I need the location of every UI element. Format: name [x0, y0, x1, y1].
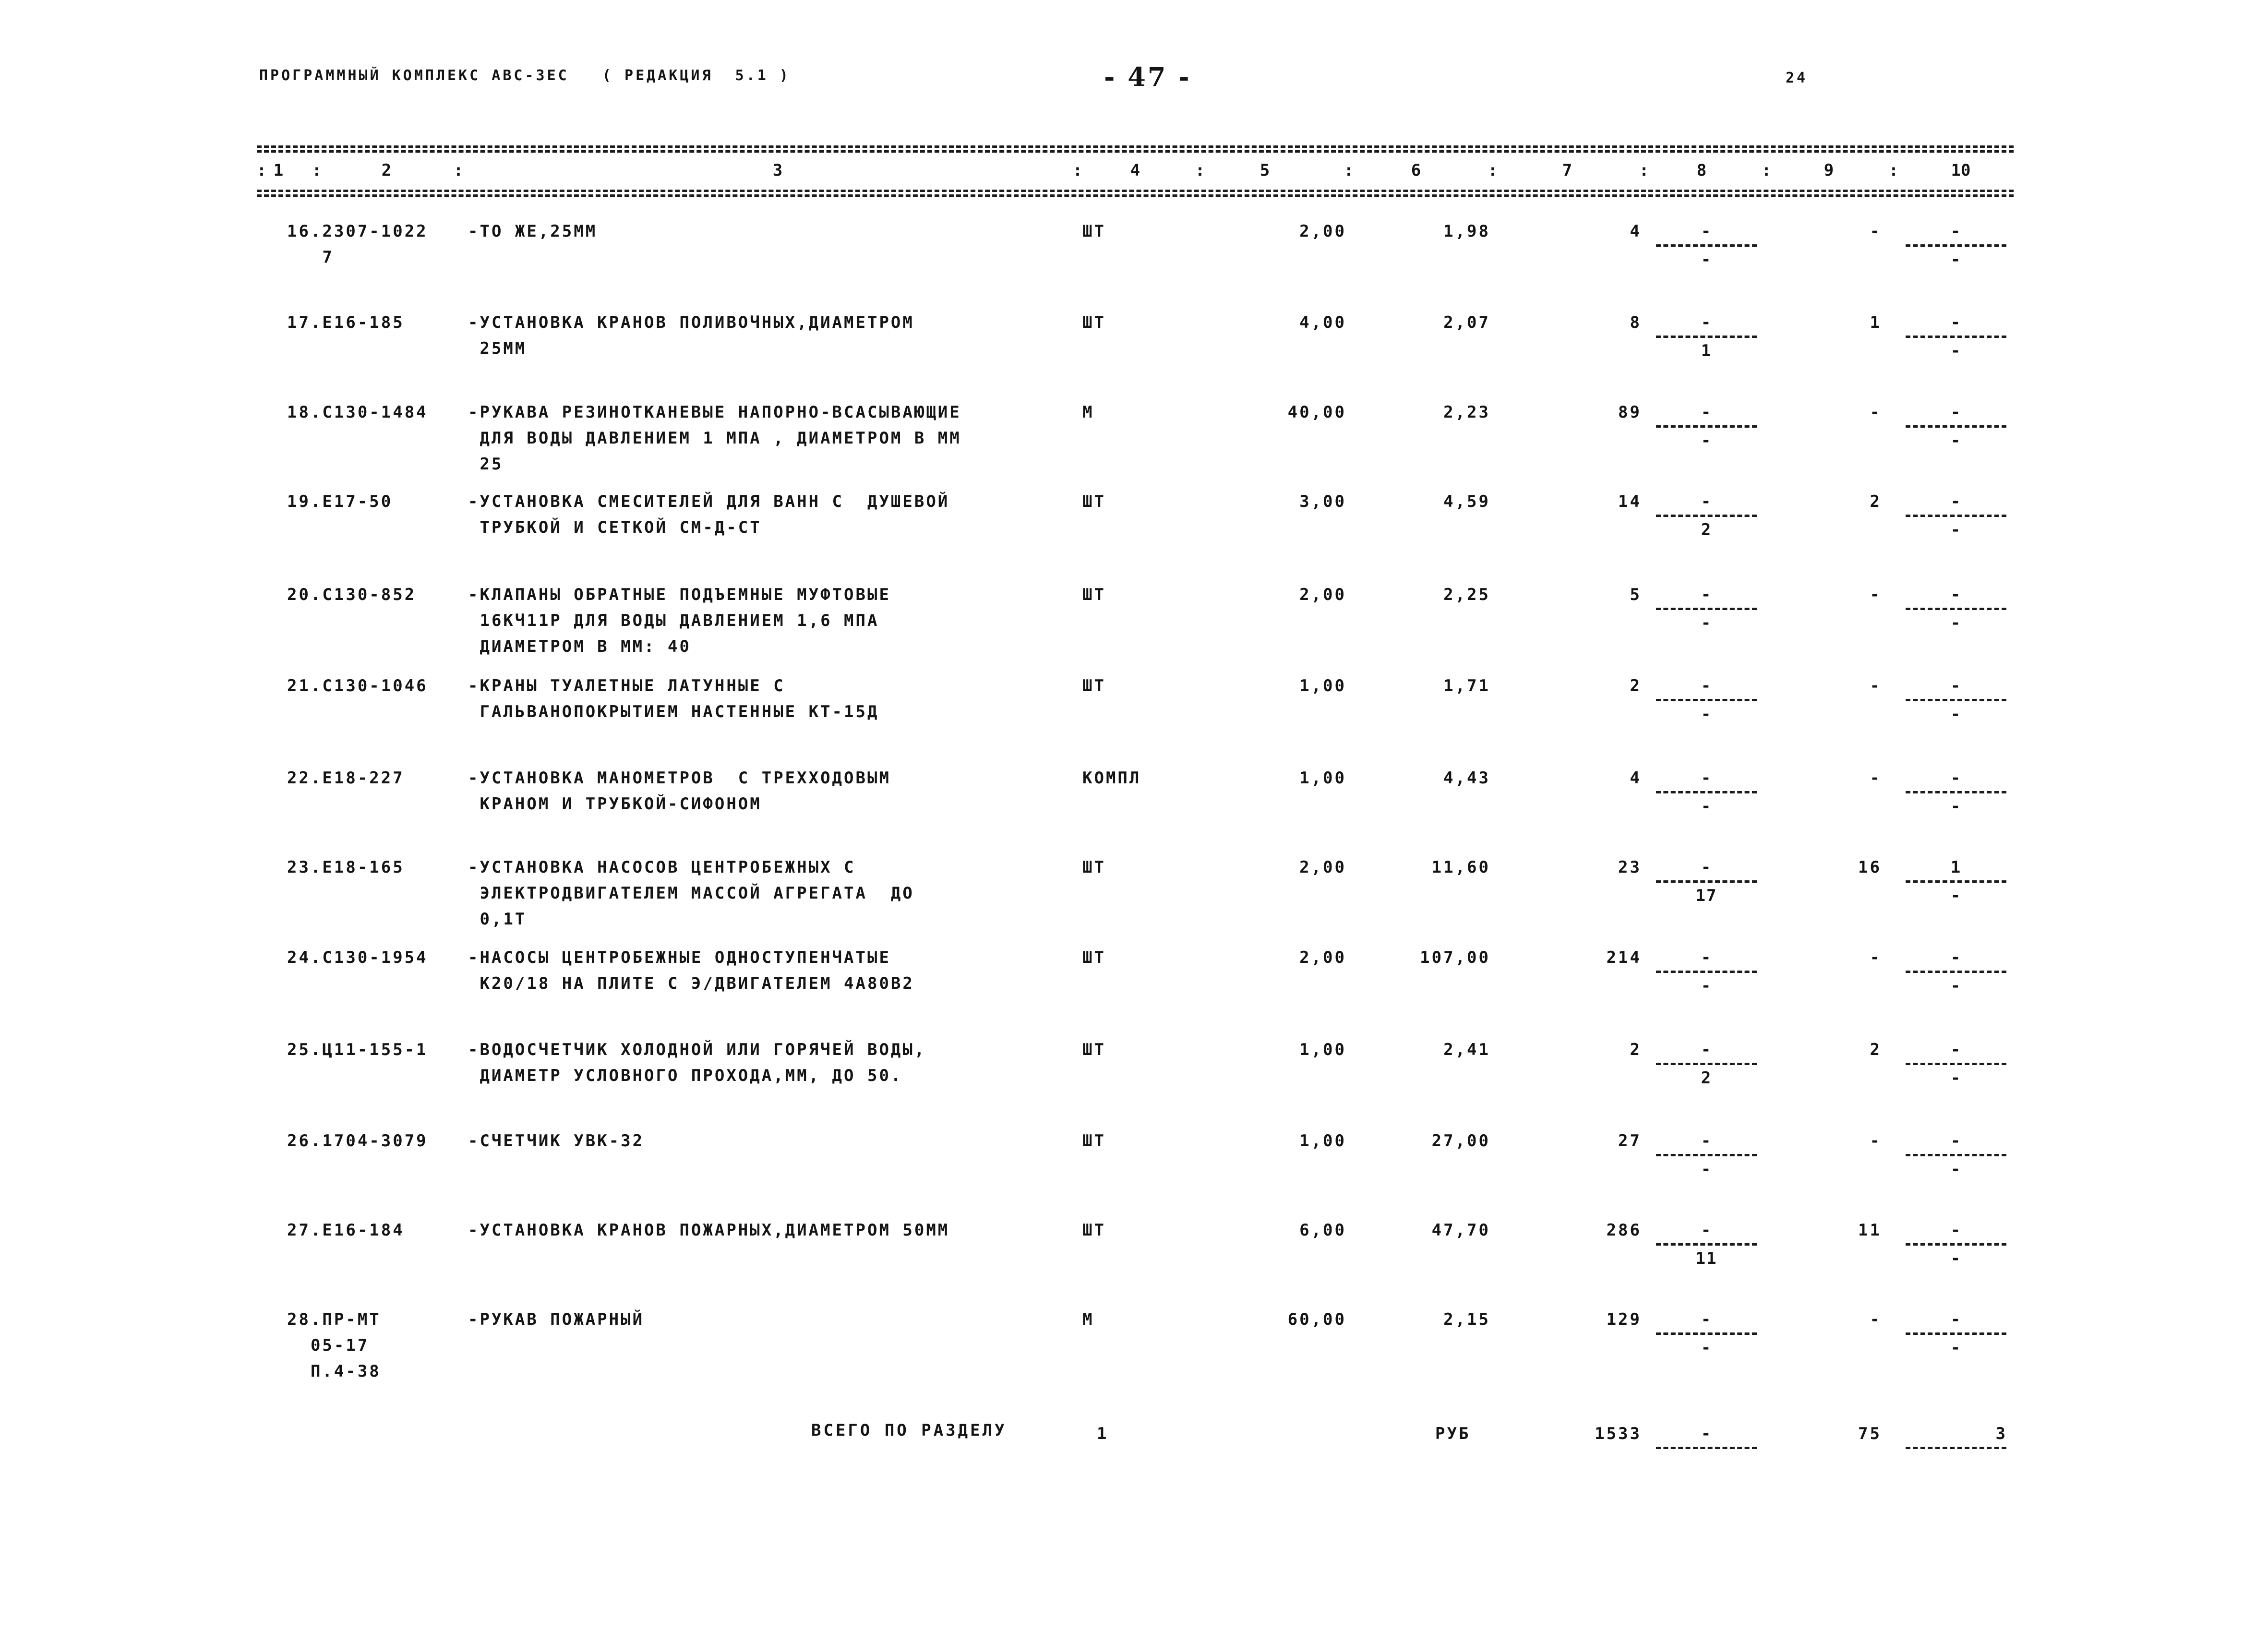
row-col8	[1651, 854, 1762, 909]
row-col8	[1651, 489, 1762, 543]
column-header: 2	[381, 161, 392, 180]
row-code: 22.Е18-227	[287, 768, 405, 788]
row-col9: -	[1870, 1131, 1882, 1151]
row-code: 24.С130-1954	[287, 948, 428, 967]
row-col10	[1901, 399, 2011, 454]
row-col8	[1651, 673, 1762, 727]
row-name: -УСТАНОВКА КРАНОВ ПОЖАРНЫХ,ДИАМЕТРОМ 50ММ	[468, 1221, 950, 1240]
row-col10-top: -	[1950, 222, 1962, 241]
row-col10-top: -	[1950, 492, 1962, 511]
column-header: 1	[273, 161, 284, 180]
row-col8	[1651, 218, 1762, 273]
row-col10-bottom: -	[1950, 520, 1962, 540]
column-header: 7	[1562, 161, 1572, 180]
row-unit: ШТ	[1082, 313, 1106, 332]
row-col10-bottom: -	[1950, 1338, 1962, 1357]
row-col10-bottom: -	[1950, 1068, 1962, 1088]
row-unit-price: 27,00	[1431, 1131, 1490, 1151]
table-top-rule	[257, 145, 2014, 148]
total-col8-value: -	[1701, 1424, 1712, 1443]
row-name: -УСТАНОВКА НАСОСОВ ЦЕНТРОБЕЖНЫХ С ЭЛЕКТРОДВИГАТЕЛЕМ МАССОЙ АГРЕГАТА ДО 0,1Т	[468, 858, 914, 929]
row-unit-price: 107,00	[1420, 948, 1490, 967]
row-code: 21.С130-1046	[287, 676, 428, 696]
row-code: 17.Е16-185	[287, 313, 405, 332]
row-unit: М	[1082, 403, 1094, 422]
row-col10-bottom: -	[1950, 886, 1962, 905]
row-col8-bottom: 11	[1695, 1249, 1717, 1268]
row-unit-price: 4,59	[1443, 492, 1490, 511]
row-col10	[1901, 945, 2011, 999]
row-unit: ШТ	[1082, 222, 1106, 241]
row-unit: М	[1082, 1310, 1094, 1329]
row-unit-price: 47,70	[1431, 1221, 1490, 1240]
row-name: -ВОДОСЧЕТЧИК ХОЛОДНОЙ ИЛИ ГОРЯЧЕЙ ВОДЫ, ДИАМЕТР УСЛОВНОГО ПРОХОДА,ММ, ДО 50.	[468, 1040, 926, 1085]
row-col10	[1901, 310, 2011, 364]
row-col10-bottom: -	[1950, 341, 1962, 360]
column-header: 6	[1411, 161, 1421, 180]
row-quantity: 40,00	[1287, 403, 1346, 422]
row-total-cost: 89	[1618, 403, 1642, 422]
row-col8-bottom: -	[1701, 613, 1712, 633]
row-unit: ШТ	[1082, 948, 1106, 967]
row-col9: 16	[1858, 858, 1882, 877]
row-col10	[1901, 1128, 2011, 1182]
row-col10-bottom: -	[1950, 797, 1962, 816]
table-header-rule	[257, 194, 2014, 197]
row-col9: -	[1870, 676, 1882, 696]
row-unit-price: 1,71	[1443, 676, 1490, 696]
row-total-cost: 2	[1630, 676, 1642, 696]
row-total-cost: 129	[1606, 1310, 1642, 1329]
row-col8-bottom: 17	[1695, 886, 1717, 905]
row-unit-price: 2,23	[1443, 403, 1490, 422]
row-col8-top: -	[1701, 492, 1712, 511]
row-name: -РУКАВА РЕЗИНОТКАНЕВЫЕ НАПОРНО-ВСАСЫВАЮЩИЕ ДЛЯ ВОДЫ ДАВЛЕНИЕМ 1 МПА , ДИАМЕТРОМ В ММ 25	[468, 403, 961, 474]
row-name: -СЧЕТЧИК УВК-32	[468, 1131, 645, 1151]
row-col10-top: -	[1950, 1131, 1962, 1151]
row-quantity: 2,00	[1299, 858, 1346, 877]
row-unit: КОМПЛ	[1082, 768, 1141, 788]
row-col10-bottom: -	[1950, 431, 1962, 450]
row-code: 25.Ц11-155-1	[287, 1040, 428, 1059]
row-unit: ШТ	[1082, 1221, 1106, 1240]
row-col8-bottom: 2	[1701, 1068, 1712, 1088]
row-col10-bottom: -	[1950, 1249, 1962, 1268]
total-col4: 1	[1097, 1424, 1109, 1443]
row-col10	[1901, 218, 2011, 273]
row-total-cost: 14	[1618, 492, 1642, 511]
row-col10-top: -	[1950, 1221, 1962, 1240]
row-col8	[1651, 1128, 1762, 1182]
row-col8-bottom: 2	[1701, 520, 1712, 540]
row-code: 23.Е18-165	[287, 858, 405, 877]
row-col8	[1651, 1307, 1762, 1361]
row-col10-top: -	[1950, 676, 1962, 696]
row-col10-top: -	[1950, 768, 1962, 788]
row-col8	[1651, 1217, 1762, 1272]
total-sum: 1533	[1595, 1424, 1642, 1443]
row-unit: ШТ	[1082, 1131, 1106, 1151]
row-col10-bottom: -	[1950, 976, 1962, 996]
row-col8-bottom: -	[1701, 1338, 1712, 1357]
row-col8	[1651, 310, 1762, 364]
row-total-cost: 214	[1606, 948, 1642, 967]
row-quantity: 2,00	[1299, 222, 1346, 241]
row-code: 16.2307-1022 7	[287, 222, 428, 267]
row-col10	[1901, 765, 2011, 819]
row-col8	[1651, 1037, 1762, 1091]
row-col8-bottom: -	[1701, 705, 1712, 724]
column-header-row: 1 2 3 4 5 6 7 8 9 10 : : : : : : : : : :	[256, 161, 1971, 180]
column-header: 8	[1696, 161, 1707, 180]
row-col9: 2	[1870, 1040, 1882, 1059]
row-code: 18.С130-1484	[287, 403, 428, 422]
total-col8	[1651, 1421, 1762, 1449]
row-total-cost: 8	[1630, 313, 1642, 332]
row-col10	[1901, 582, 2011, 636]
total-unit: РУБ	[1435, 1424, 1471, 1443]
total-label: ВСЕГО ПО РАЗДЕЛУ	[811, 1421, 1007, 1440]
column-header: 4	[1130, 161, 1140, 180]
row-quantity: 1,00	[1299, 1040, 1346, 1059]
row-name: -УСТАНОВКА МАНОМЕТРОВ С ТРЕХХОДОВЫМ КРАНОМ И ТРУБКОЙ-СИФОНОМ	[468, 768, 891, 814]
row-col10-bottom: -	[1950, 250, 1962, 269]
row-col8-bottom: -	[1701, 431, 1712, 450]
row-col10	[1901, 854, 2011, 909]
row-col10-top: 1	[1950, 858, 1962, 877]
row-code: 27.Е16-184	[287, 1221, 405, 1240]
row-code: 28.ПР-МТ 05-17 П.4-38	[287, 1310, 381, 1381]
sheet-number: 24	[1786, 70, 1808, 86]
row-col8-top: -	[1701, 585, 1712, 604]
row-name: -КРАНЫ ТУАЛЕТНЫЕ ЛАТУННЫЕ С ГАЛЬВАНОПОКРЫТИЕМ НАСТЕННЫЕ КТ-15Д	[468, 676, 879, 721]
row-quantity: 60,00	[1287, 1310, 1346, 1329]
row-col8	[1651, 582, 1762, 636]
row-quantity: 1,00	[1299, 1131, 1346, 1151]
row-col10-top: -	[1950, 1040, 1962, 1059]
row-col8-bottom: -	[1701, 797, 1712, 816]
row-col8-bottom: -	[1701, 1160, 1712, 1179]
row-total-cost: 286	[1606, 1221, 1642, 1240]
total-col10	[1901, 1421, 2011, 1449]
row-quantity: 4,00	[1299, 313, 1346, 332]
row-unit: ШТ	[1082, 585, 1106, 604]
row-total-cost: 23	[1618, 858, 1642, 877]
row-total-cost: 4	[1630, 222, 1642, 241]
row-unit: ШТ	[1082, 492, 1106, 511]
column-header: 10	[1951, 161, 1971, 180]
row-unit-price: 11,60	[1431, 858, 1490, 877]
row-col9: -	[1870, 948, 1882, 967]
row-col8	[1651, 765, 1762, 819]
row-name: -НАСОСЫ ЦЕНТРОБЕЖНЫЕ ОДНОСТУПЕНЧАТЫЕ К20/18 НА ПЛИТЕ С Э/ДВИГАТЕЛЕМ 4А80В2	[468, 948, 914, 993]
row-name: -УСТАНОВКА СМЕСИТЕЛЕЙ ДЛЯ ВАНН С ДУШЕВОЙ ТРУБКОЙ И СЕТКОЙ СМ-Д-СТ	[468, 492, 950, 537]
row-col8-top: -	[1701, 313, 1712, 332]
row-col9: -	[1870, 403, 1882, 422]
row-col8	[1651, 945, 1762, 999]
row-unit-price: 2,25	[1443, 585, 1490, 604]
row-name: -ТО ЖЕ,25ММ	[468, 222, 598, 241]
row-col8-top: -	[1701, 403, 1712, 422]
row-col10-top: -	[1950, 313, 1962, 332]
row-total-cost: 27	[1618, 1131, 1642, 1151]
table-top-rule	[257, 150, 2014, 153]
row-col10-top: -	[1950, 1310, 1962, 1329]
row-unit-price: 2,07	[1443, 313, 1490, 332]
column-header: 9	[1824, 161, 1834, 180]
row-name: -РУКАВ ПОЖАРНЫЙ	[468, 1310, 645, 1329]
row-unit-price: 2,41	[1443, 1040, 1490, 1059]
row-total-cost: 4	[1630, 768, 1642, 788]
row-col10-top: -	[1950, 403, 1962, 422]
page-number: - 47 -	[1104, 61, 1191, 92]
row-col8-top: -	[1701, 858, 1712, 877]
row-col8-top: -	[1701, 1310, 1712, 1329]
row-col10-bottom: -	[1950, 613, 1962, 633]
row-col9: -	[1870, 1310, 1882, 1329]
row-col8-top: -	[1701, 948, 1712, 967]
row-col8-bottom: -	[1701, 250, 1712, 269]
row-unit: ШТ	[1082, 1040, 1106, 1059]
row-col9: 1	[1870, 313, 1882, 332]
row-unit: ШТ	[1082, 858, 1106, 877]
column-header: 3	[772, 161, 783, 180]
row-unit-price: 1,98	[1443, 222, 1490, 241]
row-quantity: 3,00	[1299, 492, 1346, 511]
row-code: 20.С130-852	[287, 585, 417, 604]
row-col8-top: -	[1701, 222, 1712, 241]
row-quantity: 1,00	[1299, 676, 1346, 696]
row-col9: -	[1870, 768, 1882, 788]
row-col9: -	[1870, 585, 1882, 604]
row-col10-bottom: -	[1950, 1160, 1962, 1179]
row-col10	[1901, 1307, 2011, 1361]
row-col9: -	[1870, 222, 1882, 241]
row-col10	[1901, 673, 2011, 727]
row-col10	[1901, 1217, 2011, 1272]
row-col8-top: -	[1701, 1040, 1712, 1059]
row-col10	[1901, 1037, 2011, 1091]
table-header-rule	[257, 190, 2014, 192]
row-unit: ШТ	[1082, 676, 1106, 696]
row-col10-top: -	[1950, 585, 1962, 604]
row-col10-top: -	[1950, 948, 1962, 967]
row-unit-price: 4,43	[1443, 768, 1490, 788]
row-name: -УСТАНОВКА КРАНОВ ПОЛИВОЧНЫХ,ДИАМЕТРОМ 25ММ	[468, 313, 914, 358]
row-col8-bottom: 1	[1701, 341, 1712, 360]
total-col9: 75	[1858, 1424, 1882, 1443]
row-col10	[1901, 489, 2011, 543]
row-code: 19.Е17-50	[287, 492, 393, 511]
row-col8-top: -	[1701, 1221, 1712, 1240]
row-total-cost: 2	[1630, 1040, 1642, 1059]
row-quantity: 2,00	[1299, 948, 1346, 967]
row-col9: 2	[1870, 492, 1882, 511]
row-quantity: 2,00	[1299, 585, 1346, 604]
total-col10-value: 3	[1995, 1424, 2006, 1443]
column-header: 5	[1260, 161, 1270, 180]
row-total-cost: 5	[1630, 585, 1642, 604]
row-col8-bottom: -	[1701, 976, 1712, 996]
row-col8-top: -	[1701, 676, 1712, 696]
row-quantity: 6,00	[1299, 1221, 1346, 1240]
row-col8-top: -	[1701, 1131, 1712, 1151]
row-col9: 11	[1858, 1221, 1882, 1240]
row-unit-price: 2,15	[1443, 1310, 1490, 1329]
row-col8	[1651, 399, 1762, 454]
row-col8-top: -	[1701, 768, 1712, 788]
row-quantity: 1,00	[1299, 768, 1346, 788]
row-name: -КЛАПАНЫ ОБРАТНЫЕ ПОДЪЕМНЫЕ МУФТОВЫЕ 16КЧ11Р ДЛЯ ВОДЫ ДАВЛЕНИЕМ 1,6 МПА ДИАМЕТРОМ В ММ: 40	[468, 585, 891, 656]
row-code: 26.1704-3079	[287, 1131, 428, 1151]
document-title: ПРОГРАММНЫЙ КОМПЛЕКС АВС-3ЕС ( РЕДАКЦИЯ 5.1 )	[259, 67, 791, 84]
row-col10-bottom: -	[1950, 705, 1962, 724]
